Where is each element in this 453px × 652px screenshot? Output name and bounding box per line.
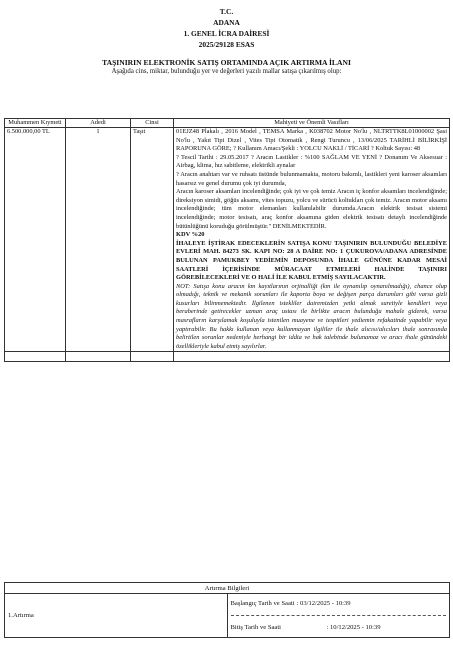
auction-info-table (4, 582, 450, 638)
header-city: ADANA (213, 18, 240, 27)
cell-value: 6.500.000,00 TL (5, 128, 66, 352)
table-empty-row (5, 352, 450, 362)
header-tc: T.C. (219, 7, 234, 16)
table-header-row (5, 119, 450, 128)
notice-subtitle: Aşağıda cins, miktar, bulunduğu yer ve değerleri yazılı mallar satışa çıkarılmış olup: (111, 68, 342, 75)
notice-title: TAŞINIRIN ELEKTRONİK SATIŞ ORTAMINDA AÇIK ARTIRMA İLANI (102, 58, 351, 67)
cell-description (174, 128, 450, 352)
col-header-type: Cinsi (131, 119, 174, 128)
col-header-count: Adedi (66, 119, 131, 128)
desc-paragraph: ? Aracın anahtarı var ve ruhsatı üstünde bulunmamakta, motoru bakımlı, lastikleri yeni karoser aksamları hasarsız ve genel durumu çok iyi durumda, (176, 170, 447, 187)
document-header (0, 0, 453, 50)
desc-paragraph: ? Tescil Tarihi : 29.05.2017 ? Aracın Lastikler : %100 SAĞLAM VE YENİ ? Donanım Ve Aksesuar : Airbag, klima, hız sabitleme, elektrikli aynalar (176, 153, 447, 170)
col-header-value: Muhammen Kıymeti (5, 119, 66, 128)
desc-paragraph: Aracın karoser aksamları incelendiğinde; çok iyi ve çok temiz Aracın iç konfor aksamları incelendiğinde; direksiyon simidi, göğüs aksamı, vites topuzu, yolcu ve sürücü koltukları çok temiz. Aracın motor aksamı incelendiğinde; tüm motor elemanları kullanılabilir durumda.Aracın elektrik tesisat sistemi incelendiğinde; motor tesisatı, araç konfor aksamına giden elektrik tesisatı detaylı incelendiğinde bütünlüğünü koruduğu görülmüştür." DENİLMEKTEDİR. (176, 188, 447, 230)
auction-info-title: Artırma Bilgileri (5, 583, 450, 594)
auction-round-label: 1.Artırma (5, 594, 228, 638)
desc-vat: KDV %20 (176, 231, 205, 239)
auction-start-label: Başlangıç Tarih ve Saati (230, 600, 295, 607)
auction-start-line (231, 594, 447, 613)
desc-note: NOT: Satışa konu aracın km kayıtlarının orjinalliği (km ile oynanılıp oynanılmadığı), chance olup olmadığı, teknik ve mekanik sorunları ile kaporta boya ve değişen parça durumları gibi varsa gizli kusurları bilinmemektedir. İlgilenen istekliler dairemizden yetki almak suretiyle kendileri veya beraberinde getirecekler uzman araç ustası ile birlikte aracın bulunduğu mahale giderek, varsa masrafların karşılamak koşuluyla istenilen muayene ve tespitleri yediemin refakatinde yapabilir veya yaptırabilir. Bu hakkı kullanan veya kullanmayan ilgililer ile ihale alıcısı/alıcıları ihale sonrasında belirtilen sorunlar nedeniyle herhangi bir iddia ve hak talebinde bulunamaz ve aracı ihale günündeki özellikleriyle kabul etmiş sayılırlar. (176, 282, 447, 350)
auction-end-label: Bitiş Tarih ve Saati (230, 624, 282, 631)
table-row (5, 128, 450, 352)
auction-end-line (231, 618, 447, 637)
auction-dates (227, 594, 450, 638)
divider (231, 615, 447, 616)
desc-paragraph: 01EJZ48 Plakalı , 2016 Model , TEMSA Marka , K038702 Motor No'lu , NLTRTTK8L01000002 Şasi No'lu , Yakıt Tipi Dizel , Vites Tipi Otomatik , Rengi Turuncu , 13/06/2025 TARİHLİ BİLİRKİŞİ RAPORUNA GÖRE; ? Kullanım Amacı/Şekli : YOLCU NAKLİ / TİCARİ ? Koltuk Sayısı: 48 (176, 128, 447, 153)
items-table (4, 118, 450, 362)
desc-inspection-notice: İHALEYE İŞTİRAK EDECEKLERİN SATIŞA KONU TAŞINIRIN BULUNDUĞU BELEDİYE EVLERİ MAH. 84273 SK. KAPI NO: 28 A DAİRE NO: 1 ÇUKUROVA/ADANA ADRESİNDE BULUNAN PAMUKBEY YEDİEMİN DEPOSUNDA İHALE GÜNÜNE KADAR MESAİ SAATLERİ İÇERİSİNDE MÜRACAAT ETMELERİ HALİNDE TAŞINIRI GÖREBİLECEKLERİ VE O HALİ İLE KABUL ETMİŞ SAYILACAKTIR. (176, 239, 447, 282)
col-header-description: Mahiyeti ve Önemli Vasıfları (174, 119, 450, 128)
auction-end-value: : 10/12/2025 - 10:39 (326, 624, 381, 631)
header-office: 1. GENEL İCRA DAİRESİ (183, 29, 270, 38)
auction-start-value: : 03/12/2025 - 10:39 (296, 600, 351, 607)
header-file-number: 2025/29128 ESAS (198, 40, 255, 49)
cell-type: Taşıt (131, 128, 174, 352)
cell-count: 1 (66, 128, 131, 352)
